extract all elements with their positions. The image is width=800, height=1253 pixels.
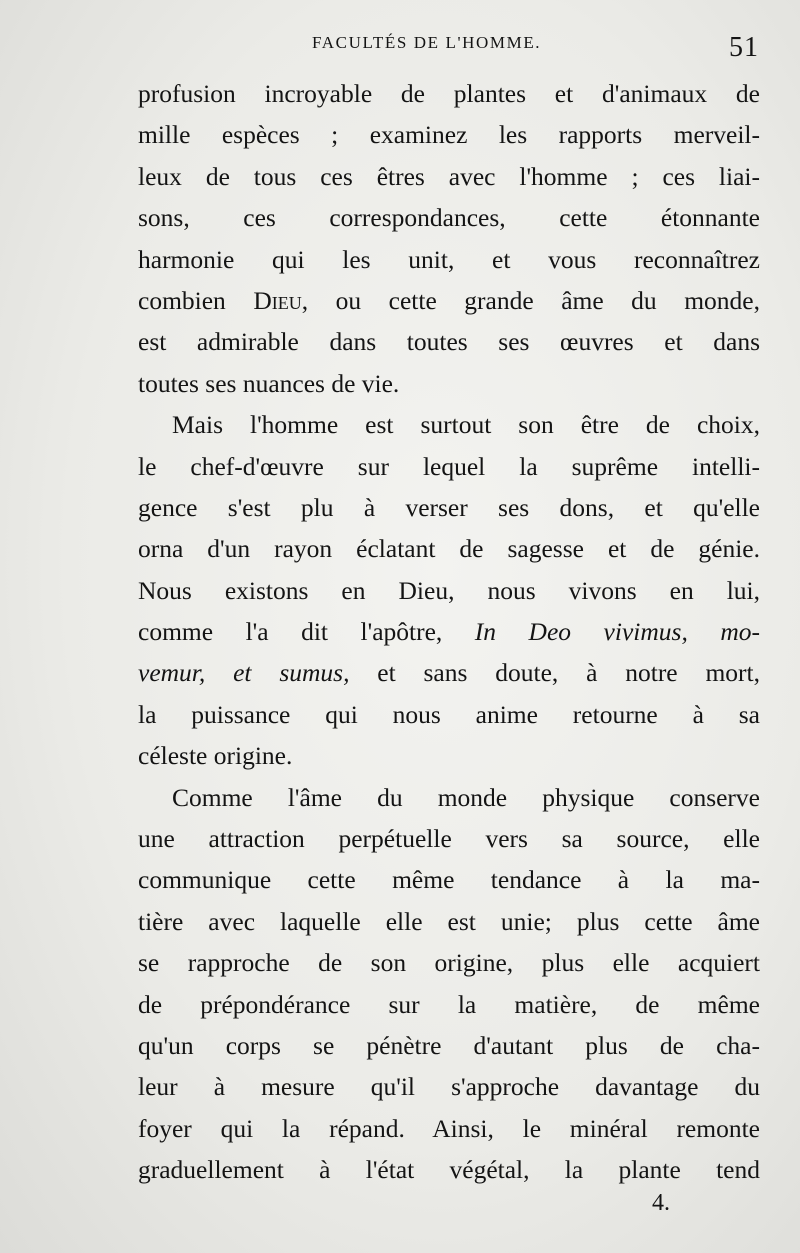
text-segment: et sans doute, à notre mort, [349,658,760,688]
signature-mark: 4. [652,1190,670,1216]
text-line: harmonie qui les unit, et vous reconnaîtrez [138,244,760,274]
text-line: graduellement à l'état végétal, la plante tend [138,1155,760,1185]
text-line: profusion incroyable de plantes et d'animaux de [138,79,760,108]
running-title: FACULTÉS DE L'HOMME. [312,33,542,52]
text-line: la puissance qui nous anime retourne à sa [138,699,760,729]
text-segment: comme l'a dit l'apôtre, [138,617,475,647]
text-line: toutes ses nuances de vie. [138,368,400,398]
text-line: Comme l'âme du monde physique conserve [172,782,760,812]
text-line: tière avec laquelle elle est unie; plus cette âme [138,906,760,936]
text-line: de prépondérance sur la matière, de même [138,989,760,1019]
text-line: le chef-d'œuvre sur lequel la suprême intelli- [138,451,760,481]
text-line [138,652,760,693]
body-text [138,73,760,1191]
page-number: 51 [729,32,759,63]
text-line: orna d'un rayon éclatant de sagesse et de génie. [138,534,760,564]
text-line: se rapproche de son origine, plus elle acquiert [138,948,760,978]
text-line: gence s'est plu à verser ses dons, et qu'elle [138,492,760,522]
text-line: foyer qui la répand. Ainsi, le minéral remonte [138,1113,760,1143]
text-line: mille espèces ; examinez les rapports merveil- [138,120,760,150]
text-line: communique cette même tendance à la ma- [138,865,760,895]
text-segment: combien [138,285,254,315]
text-segment: , ou cette grande âme du monde, [301,285,760,315]
text-line: une attraction perpétuelle vers sa source, elle [138,824,760,854]
text-line: qu'un corps se pénètre d'autant plus de cha- [138,1030,760,1060]
text-line: sons, ces correspondances, cette étonnante [138,203,760,233]
text-line: céleste origine. [138,741,293,771]
text-line: est admirable dans toutes ses œuvres et dans [138,327,760,357]
dieu-smallcaps: Dieu [253,285,302,315]
text-line: Mais l'homme est surtout son être de choix, [172,410,760,440]
text-line: Nous existons en Dieu, nous vivons en lui, [138,575,760,605]
text-line: leux de tous ces êtres avec l'homme ; ces liai- [138,161,760,191]
text-line [138,611,760,652]
latin-quote: In Deo vivimus, mo- [474,617,760,647]
latin-quote: vemur, et sumus, [138,658,350,688]
text-line [138,280,760,321]
text-line: leur à mesure qu'il s'approche davantage du [138,1072,760,1102]
